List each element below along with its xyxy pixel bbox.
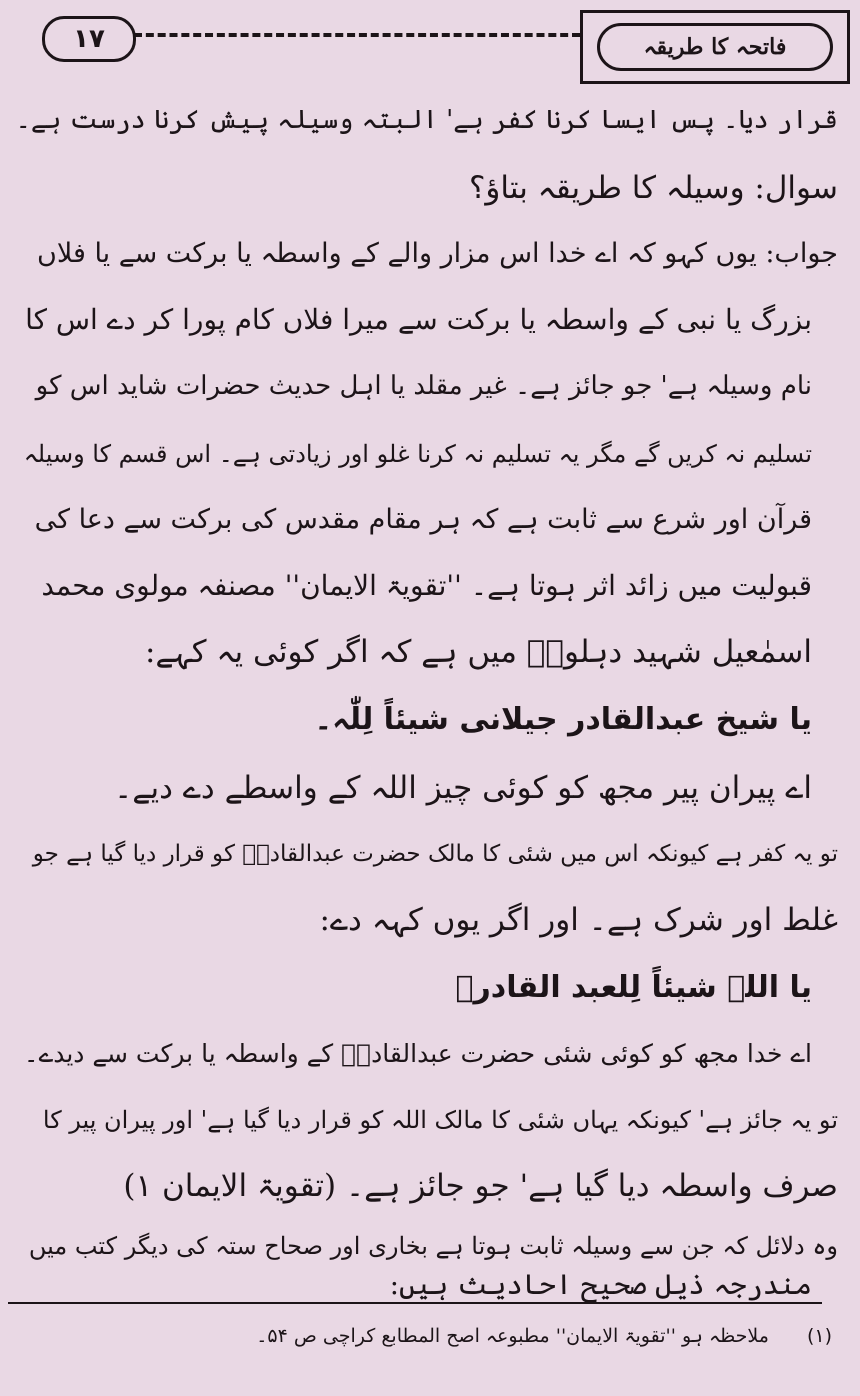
invocation-line: یا اللہ شیئاً لِلعبد القادرؒ	[455, 970, 812, 1005]
text-line: قرآن اور شرع سے ثابت ہے کہ ہر مقام مقدس کی برکت سے دعا کی	[34, 504, 812, 535]
text-line: اے پیران پیر مجھ کو کوئی چیز اللہ کے واسطے دے دیے۔	[114, 770, 812, 806]
text-line: تسلیم نہ کریں گے مگر یہ تسلیم نہ کرنا غلو اور زیادتی ہے۔ اس قسم کا وسیلہ	[23, 440, 812, 468]
footnote-number: (١)	[806, 1325, 832, 1347]
text-line: قرار دیا۔ پس ایسا کرنا کفر ہے' البتہ وسیلہ پیش کرنا درست ہے۔	[15, 105, 838, 135]
text-line: اے خدا مجھ کو کوئی شئی حضرت عبدالقادرؒ کے واسطہ یا برکت سے دیدے۔	[23, 1039, 812, 1068]
answer-line: جواب: یوں کہو کہ اے خدا اس مزار والے کے واسطہ یا برکت سے یا فلاں	[37, 238, 838, 269]
text-line: وہ دلائل کہ جن سے وسیلہ ثابت ہوتا ہے بخاری اور صحاح ستہ کی دیگر کتب میں	[28, 1232, 838, 1260]
section-title: فاتحہ کا طریقہ	[597, 23, 833, 71]
text-line: بزرگ یا نبی کے واسطہ یا برکت سے میرا فلاں کام پورا کر دے اس کا	[25, 303, 812, 336]
footnote	[256, 1325, 832, 1347]
page-number: ١٧	[42, 16, 136, 62]
text-line: صرف واسطہ دیا گیا ہے' جو جائز ہے۔ (تقویۃ الایمان ۱)	[123, 1168, 838, 1204]
header-dashed-rule	[134, 33, 580, 37]
text-line: تو یہ کفر ہے کیونکہ اس میں شئی کا مالک حضرت عبدالقادرؒ کو قرار دیا گیا ہے جو	[32, 841, 838, 867]
text-line: غلط اور شرک ہے۔ اور اگر یوں کہہ دے:	[319, 902, 838, 938]
question-line: سوال: وسیلہ کا طریقہ بتاؤ؟	[468, 170, 838, 206]
footnote-rule	[8, 1302, 822, 1304]
section-title-box	[580, 10, 850, 84]
text-line: تو یہ جائز ہے' کیونکہ یہاں شئی کا مالک اللہ کو قرار دیا گیا ہے' اور پیران پیر کا	[42, 1106, 838, 1134]
text-line: نام وسیلہ ہے' جو جائز ہے۔ غیر مقلد یا اہل حدیث حضرات شاید اس کو	[35, 371, 812, 401]
page-header	[0, 0, 860, 92]
footnote-text: ملاحظہ ہو ''تقویۃ الایمان'' مطبوعہ اصح المطابع کراچی ص ۵۴۔	[256, 1325, 769, 1347]
text-line: قبولیت میں زائد اثر ہوتا ہے۔ ''تقویۃ الایمان'' مصنفہ مولوی محمد	[41, 569, 812, 602]
text-line: مندرجہ ذیل صحیح احادیث ہیں:	[389, 1268, 812, 1301]
text-line: اسمٰعیل شہید دہلویؒ میں ہے کہ اگر کوئی یہ کہے:	[144, 634, 812, 670]
invocation-line: یا شیخ عبدالقادر جیلانی شیئاً لِلّٰہ۔	[314, 702, 812, 737]
